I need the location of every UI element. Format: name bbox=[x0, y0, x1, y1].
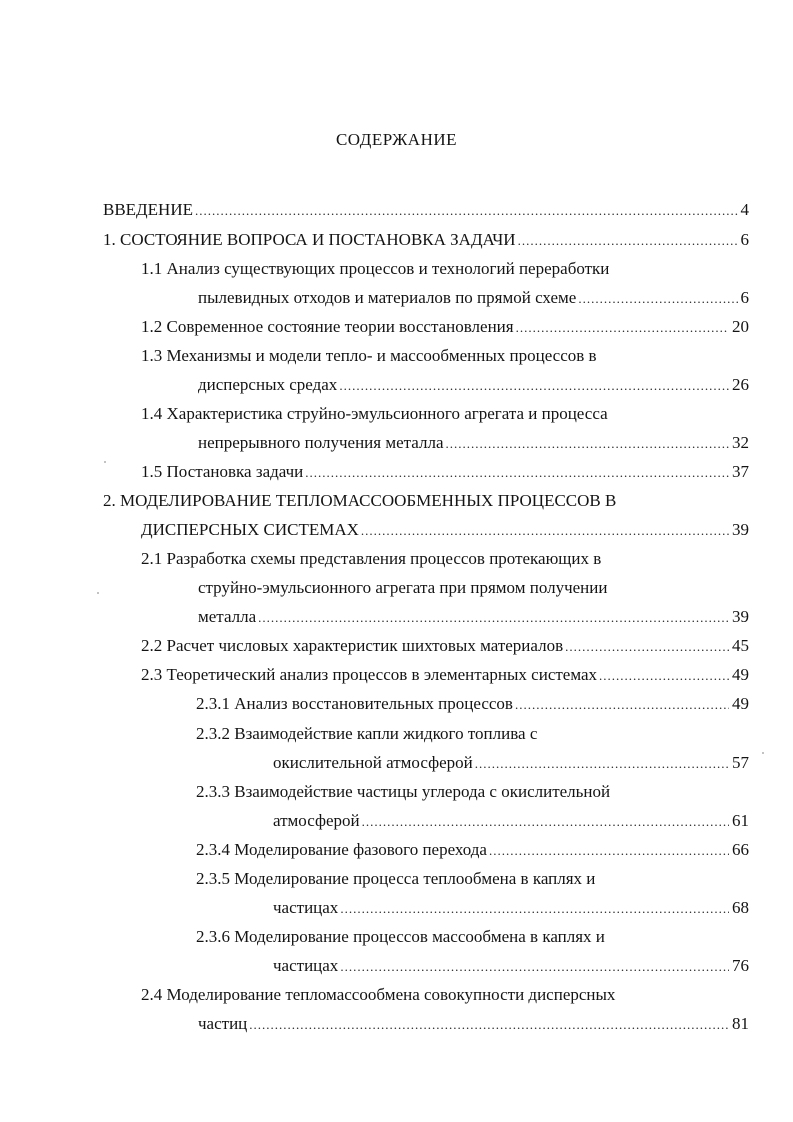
toc-entry-section-2-1-cont1[interactable] bbox=[198, 576, 701, 600]
dot-leader bbox=[249, 1013, 729, 1037]
toc-entry-text: 2.3.2 Взаимодействие капли жидкого топлива с bbox=[196, 724, 538, 743]
dot-leader bbox=[489, 839, 729, 863]
toc-entry-section-2-3-6-cont[interactable] bbox=[273, 954, 749, 978]
page-number: 81 bbox=[732, 1014, 749, 1033]
toc-entry-text: 2.3.6 Моделирование процессов массообмена в каплях и bbox=[196, 927, 605, 946]
toc-entry-section-1-2[interactable] bbox=[141, 315, 749, 339]
page-number: 20 bbox=[732, 317, 749, 336]
toc-entry-chapter-1[interactable] bbox=[103, 228, 749, 252]
toc-entry-text: ВВЕДЕНИЕ bbox=[103, 200, 193, 219]
page-number: 6 bbox=[740, 288, 749, 307]
toc-entry-text: 2.3 Теоретический анализ процессов в элементарных системах bbox=[141, 665, 598, 684]
toc-entry-text-cont: пылевидных отходов и материалов по прямой схеме bbox=[198, 288, 577, 307]
toc-entry-text: 2.3.4 Моделирование фазового перехода bbox=[196, 840, 487, 859]
dot-leader bbox=[362, 810, 729, 834]
toc-entry-section-2-3-3[interactable] bbox=[196, 780, 701, 804]
toc-entry-section-2-3-2[interactable] bbox=[196, 722, 701, 746]
dot-leader bbox=[516, 316, 729, 340]
toc-entry-section-1-3[interactable] bbox=[141, 344, 701, 368]
toc-entry-section-2-3[interactable] bbox=[141, 663, 749, 687]
toc-entry-text: 1.3 Механизмы и модели тепло- и массообменных процессов в bbox=[141, 346, 597, 365]
toc-entry-section-2-3-4[interactable] bbox=[196, 838, 749, 862]
toc-entry-section-1-4[interactable] bbox=[141, 402, 701, 426]
page-number: 39 bbox=[732, 520, 749, 539]
toc-entry-text: 1.5 Постановка задачи bbox=[141, 462, 304, 481]
dot-leader bbox=[258, 606, 729, 630]
toc-entry-section-2-2[interactable] bbox=[141, 634, 749, 658]
toc-entry-text: 1.1 Анализ существующих процессов и технологий переработки bbox=[141, 259, 610, 278]
dot-leader bbox=[339, 374, 729, 398]
page-number: 39 bbox=[732, 607, 749, 626]
scan-speck bbox=[104, 461, 106, 463]
toc-entry-section-2-1[interactable] bbox=[141, 547, 701, 571]
dot-leader bbox=[361, 519, 729, 543]
page-number: 26 bbox=[732, 375, 749, 394]
page-title: СОДЕРЖАНИЕ bbox=[335, 130, 458, 149]
dot-leader bbox=[518, 229, 738, 253]
toc-entry-text: 2.1 Разработка схемы представления процессов протекающих в bbox=[141, 549, 602, 568]
toc-entry-text: 1.2 Современное состояние теории восстановления bbox=[141, 317, 514, 336]
toc-entry-text: 1. СОСТОЯНИЕ ВОПРОСА И ПОСТАНОВКА ЗАДАЧИ bbox=[103, 230, 516, 249]
toc-entry-section-2-3-3-cont[interactable] bbox=[273, 809, 749, 833]
toc-entry-section-2-4-cont[interactable] bbox=[198, 1012, 749, 1036]
toc-entry-chapter-2-cont[interactable] bbox=[141, 518, 749, 542]
toc-entry-text-cont: частицах bbox=[273, 898, 339, 917]
page-number: 37 bbox=[732, 462, 749, 481]
toc-entry-section-2-3-2-cont[interactable] bbox=[273, 751, 749, 775]
scan-speck bbox=[762, 752, 764, 754]
toc-entry-text: 2.3.5 Моделирование процесса теплообмена в каплях и bbox=[196, 869, 596, 888]
toc-entry-text: 1.4 Характеристика струйно-эмульсионного агрегата и процесса bbox=[141, 404, 608, 423]
page-number: 32 bbox=[732, 433, 749, 452]
page-number: 49 bbox=[732, 694, 749, 713]
toc-entry-text: 2.3.3 Взаимодействие частицы углерода с окислительной bbox=[196, 782, 611, 801]
toc-entry-text-cont: дисперсных средах bbox=[198, 375, 338, 394]
toc-entry-section-2-1-cont2[interactable] bbox=[198, 605, 749, 629]
toc-entry-text-cont: ДИСПЕРСНЫХ СИСТЕМАХ bbox=[141, 520, 359, 539]
toc-entry-section-2-3-5-cont[interactable] bbox=[273, 896, 749, 920]
scan-speck bbox=[97, 592, 99, 594]
toc-entry-section-2-3-6[interactable] bbox=[196, 925, 701, 949]
page-number: 45 bbox=[732, 636, 749, 655]
toc-entry-section-1-1[interactable] bbox=[141, 257, 701, 281]
toc-entry-chapter-2[interactable] bbox=[103, 489, 703, 513]
page-number: 6 bbox=[740, 230, 749, 249]
page-number: 49 bbox=[732, 665, 749, 684]
toc-entry-section-2-4[interactable] bbox=[141, 983, 701, 1007]
toc-entry-text-cont: металла bbox=[198, 607, 257, 626]
page-number: 4 bbox=[740, 200, 749, 219]
toc-entry-text-cont: частиц bbox=[198, 1014, 248, 1033]
page-number: 61 bbox=[732, 811, 749, 830]
toc-entry-text: 2.4 Моделирование тепломассообмена совокупности дисперсных bbox=[141, 985, 616, 1004]
toc-entry-text-cont: окислительной атмосферой bbox=[273, 753, 473, 772]
toc-entry-text-cont: непрерывного получения металла bbox=[198, 433, 444, 452]
dot-leader bbox=[565, 635, 729, 659]
dot-leader bbox=[578, 287, 737, 311]
dot-leader bbox=[340, 897, 729, 921]
toc-entry-text: 2.3.1 Анализ восстановительных процессов bbox=[196, 694, 513, 713]
dot-leader bbox=[195, 199, 738, 223]
toc-entry-section-1-5[interactable] bbox=[141, 460, 749, 484]
dot-leader bbox=[340, 955, 729, 979]
dot-leader bbox=[515, 693, 729, 717]
toc-entry-text-cont: частицах bbox=[273, 956, 339, 975]
toc-entry-introduction[interactable] bbox=[103, 198, 749, 222]
toc-entry-text: 2. МОДЕЛИРОВАНИЕ ТЕПЛОМАССООБМЕННЫХ ПРОЦЕССОВ В bbox=[103, 491, 617, 510]
toc-entry-section-1-1-cont[interactable] bbox=[198, 286, 749, 310]
page-number: 66 bbox=[732, 840, 749, 859]
dot-leader bbox=[599, 664, 729, 688]
toc-entry-section-1-3-cont[interactable] bbox=[198, 373, 749, 397]
page-number: 57 bbox=[732, 753, 749, 772]
toc-entry-text-cont: струйно-эмульсионного агрегата при прямом получении bbox=[198, 578, 608, 597]
page-number: 68 bbox=[732, 898, 749, 917]
dot-leader bbox=[446, 432, 730, 456]
dot-leader bbox=[475, 752, 729, 776]
page-number: 76 bbox=[732, 956, 749, 975]
toc-entry-section-2-3-1[interactable] bbox=[196, 692, 749, 716]
toc-entry-text: 2.2 Расчет числовых характеристик шихтовых материалов bbox=[141, 636, 564, 655]
dot-leader bbox=[305, 461, 729, 485]
toc-entry-section-1-4-cont[interactable] bbox=[198, 431, 749, 455]
toc-entry-section-2-3-5[interactable] bbox=[196, 867, 701, 891]
toc-entry-text-cont: атмосферой bbox=[273, 811, 360, 830]
